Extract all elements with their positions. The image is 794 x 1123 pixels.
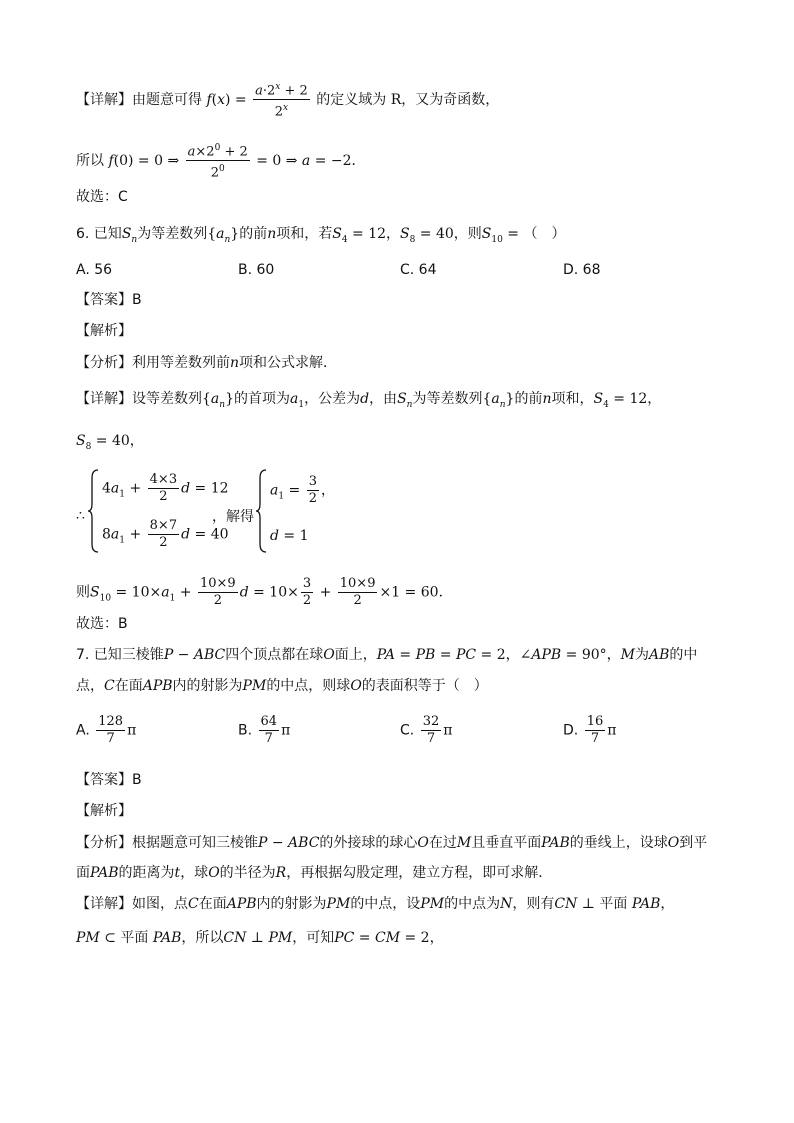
q6-analysis-title: 【解析】: [76, 323, 132, 339]
q6-option-a: A. 56: [76, 262, 113, 278]
q7-analysis-title: 【解析】: [76, 803, 132, 819]
q7-analysis-line1: 【分析】根据题意可知三棱锥P − ABC的外接球的球心O在过M且垂直平面PAB的垂线上，设球O到平: [76, 835, 708, 851]
fraction: $\frac{a\times 2^0 + 2}{2^0}$: [186, 140, 250, 182]
q7-detail-line2: PM ⊂ 平面 PAB，所以CN ⊥ PM，可知PC = CM = 2，: [76, 930, 444, 946]
left-brace-icon: [88, 468, 100, 554]
q7-option-d: D. $\frac{16}{7}$ π: [563, 714, 617, 746]
q6-answer-select: 故选：B: [76, 616, 128, 632]
q6-final-calc: 则$S_{10} = 10\times a_1$ + $\frac{10\times 9}{2}$ d = 10× $\frac{3}{2}$ + $\frac{10\times 9}{2}$ ×1 = 60．: [76, 576, 453, 608]
q7-option-b: B. $\frac{64}{7}$ π: [238, 714, 291, 746]
q7-option-c: C. $\frac{32}{7}$ π: [400, 714, 453, 746]
left-brace-icon: [256, 468, 268, 554]
q6-option-c: C. 64: [400, 262, 437, 278]
q6-answer: 【答案】B: [76, 292, 142, 308]
q7-detail-line1: 【详解】如图，点C在面APB内的射影为PM的中点，设PM的中点为N，则有CN ⊥ 平面 PAB，: [76, 896, 675, 912]
q5-detail-line: 【详解】由题意可得 f(x) = $\frac{a\cdot 2^x + 2}{2^x}$ 的定义域为 R，又为奇函数，: [76, 79, 499, 121]
q7-stem-line2: 点，C在面APB内的射影为PM的中点，则球O的表面积等于（ ）: [76, 678, 488, 694]
detail-label: 【详解】: [76, 91, 132, 108]
q5-answer-select: 故选：C: [76, 189, 128, 205]
q7-option-a: A. $\frac{128}{7}$ π: [76, 714, 137, 746]
q7-answer: 【答案】B: [76, 772, 142, 788]
q6-option-d: D. 68: [563, 262, 601, 278]
q6-analysis: 【分析】利用等差数列前n项和公式求解．: [76, 355, 338, 371]
q6-option-b: B. 60: [238, 262, 275, 278]
q6-detail: 【详解】设等差数列$\{a_n\}$的首项为$a_1$，公差为d，由$S_n$为等差数列$\{a_n\}$的前n项和，$S_4 = 12$，: [76, 391, 662, 410]
fraction: $\frac{a\cdot 2^x + 2}{2^x}$: [253, 79, 310, 121]
q6-detail-s8: $S_8 = 40$，: [76, 433, 144, 452]
q6-stem: 6. 已知$S_n$为等差数列$\{a_n\}$的前n项和，若$S_4 = 12$，$S_8 = 40$，则$S_{10}$ = （ ）: [76, 226, 566, 245]
q7-stem-line1: 7. 已知三棱锥P − ABC四个顶点都在球O面上，PA = PB = PC = 2，∠APB = 90°，M为AB的中: [76, 647, 698, 663]
q6-equation-system: ∴ $4a_1$ + $\frac{4\times 3}{2}$ d = 12 $8a_1$ + $\frac{8\times 7}{2}$ d = 40 ，解得 $a_1$ = $\frac{3}{2}$ ， d = 1: [76, 468, 476, 558]
q5-conclusion-line: 所以 f(0) = 0 ⇒ $\frac{a\times 2^0 + 2}{2^0}$ = 0 ⇒ a = −2．: [76, 140, 366, 182]
q7-analysis-line2: 面PAB的距离为t，球O的半径为R，再根据勾股定理，建立方程，即可求解．: [76, 865, 553, 881]
